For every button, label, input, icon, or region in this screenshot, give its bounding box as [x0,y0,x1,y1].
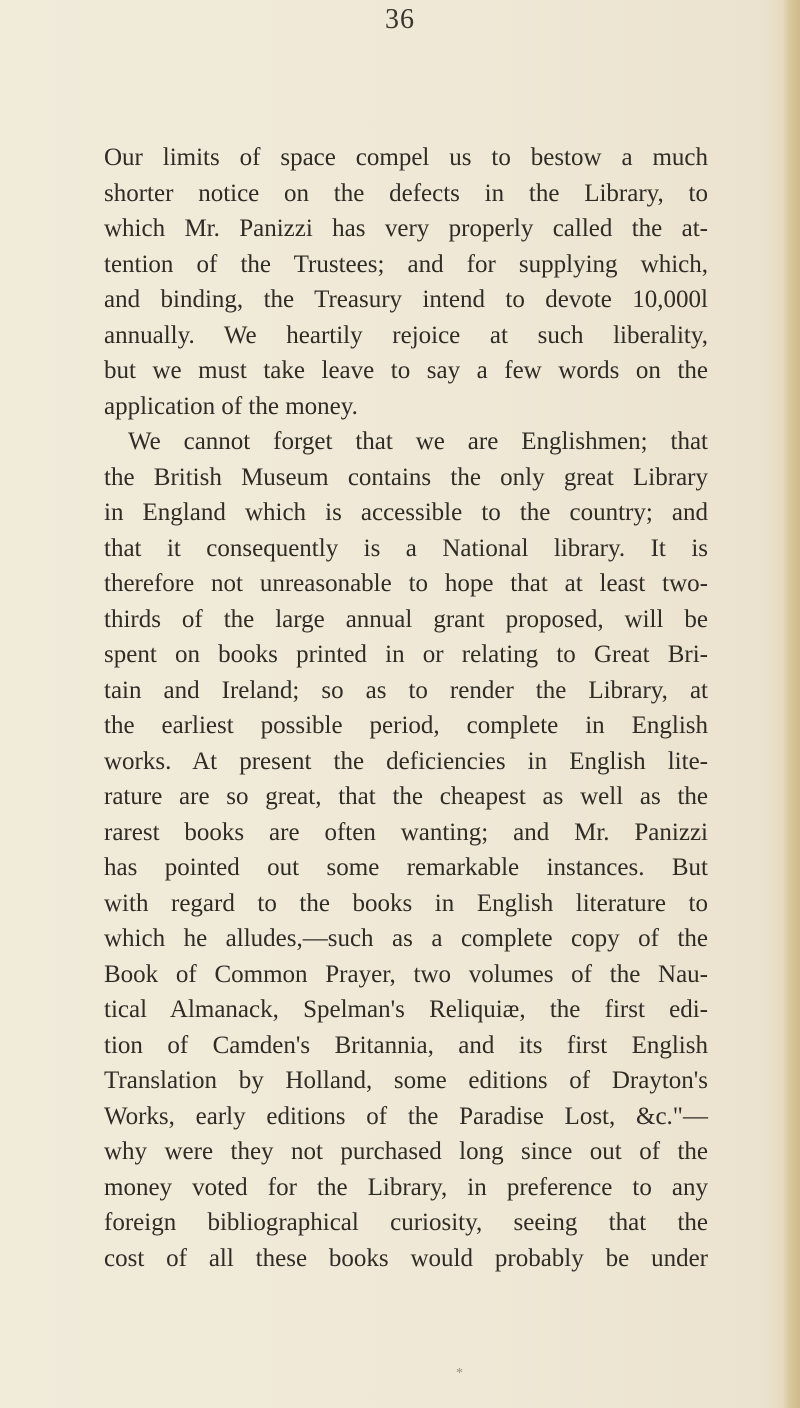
text-line-32: cost of all these books would probably be under [104,1244,708,1272]
text-line-16: tain and Ireland; so as to render the Library, at [104,676,708,704]
text-line-4: tention of the Trustees; and for supplying which, [104,250,708,278]
text-line-23: which he alludes,—such as a complete copy of the [104,925,708,952]
text-line-14: thirds of the large annual grant proposed, will be [104,605,708,633]
text-line-6: annually. We heartily rejoice at such liberality, [104,321,708,349]
text-line-27: Translation by Holland, some editions of Drayton's [104,1067,708,1094]
text-line-7: but we must take leave to say a few words on the [104,357,708,384]
text-line-19: rature are so great, that the cheapest as well as the [104,783,708,810]
body-text [104,140,708,1276]
stray-mark: * [456,1366,463,1381]
text-line-30: money voted for the Library, in preference to any [104,1173,708,1201]
text-line-8: application of the money. [104,392,358,420]
text-line-20: rarest books are often wanting; and Mr. Panizzi [104,818,708,846]
text-line-21: has pointed out some remarkable instances. But [104,854,708,881]
text-line-17: the earliest possible period, complete in English [104,712,708,739]
text-line-2: shorter notice on the defects in the Library, to [104,179,708,207]
text-line-10: the British Museum contains the only great Library [104,463,708,491]
text-line-11: in England which is accessible to the country; and [104,499,708,526]
text-line-18: works. At present the deficiencies in English lite- [104,747,708,775]
text-line-29: why were they not purchased long since out of the [104,1138,708,1165]
text-line-28: Works, early editions of the Paradise Lost, &c."— [104,1102,708,1130]
text-line-12: that it consequently is a National library. It is [104,534,708,562]
text-line-24: Book of Common Prayer, two volumes of the Nau- [104,960,708,988]
page-number: 36 [385,4,415,35]
page-edge-shadow [782,0,800,1408]
text-line-5: and binding, the Treasury intend to devote 10,000l [104,286,708,313]
text-line-9: We cannot forget that we are Englishmen; that [128,428,708,455]
text-line-3: which Mr. Panizzi has very properly called the at- [104,215,708,242]
text-line-25: tical Almanack, Spelman's Reliquiæ, the first edi- [104,996,708,1023]
text-line-1: Our limits of space compel us to bestow a much [104,144,708,171]
text-line-31: foreign bibliographical curiosity, seeing that the [104,1209,708,1236]
text-line-13: therefore not unreasonable to hope that at least two- [104,570,708,597]
text-line-22: with regard to the books in English literature to [104,889,708,917]
text-line-15: spent on books printed in or relating to Great Bri- [104,641,708,668]
text-line-26: tion of Camden's Britannia, and its first English [104,1031,708,1059]
